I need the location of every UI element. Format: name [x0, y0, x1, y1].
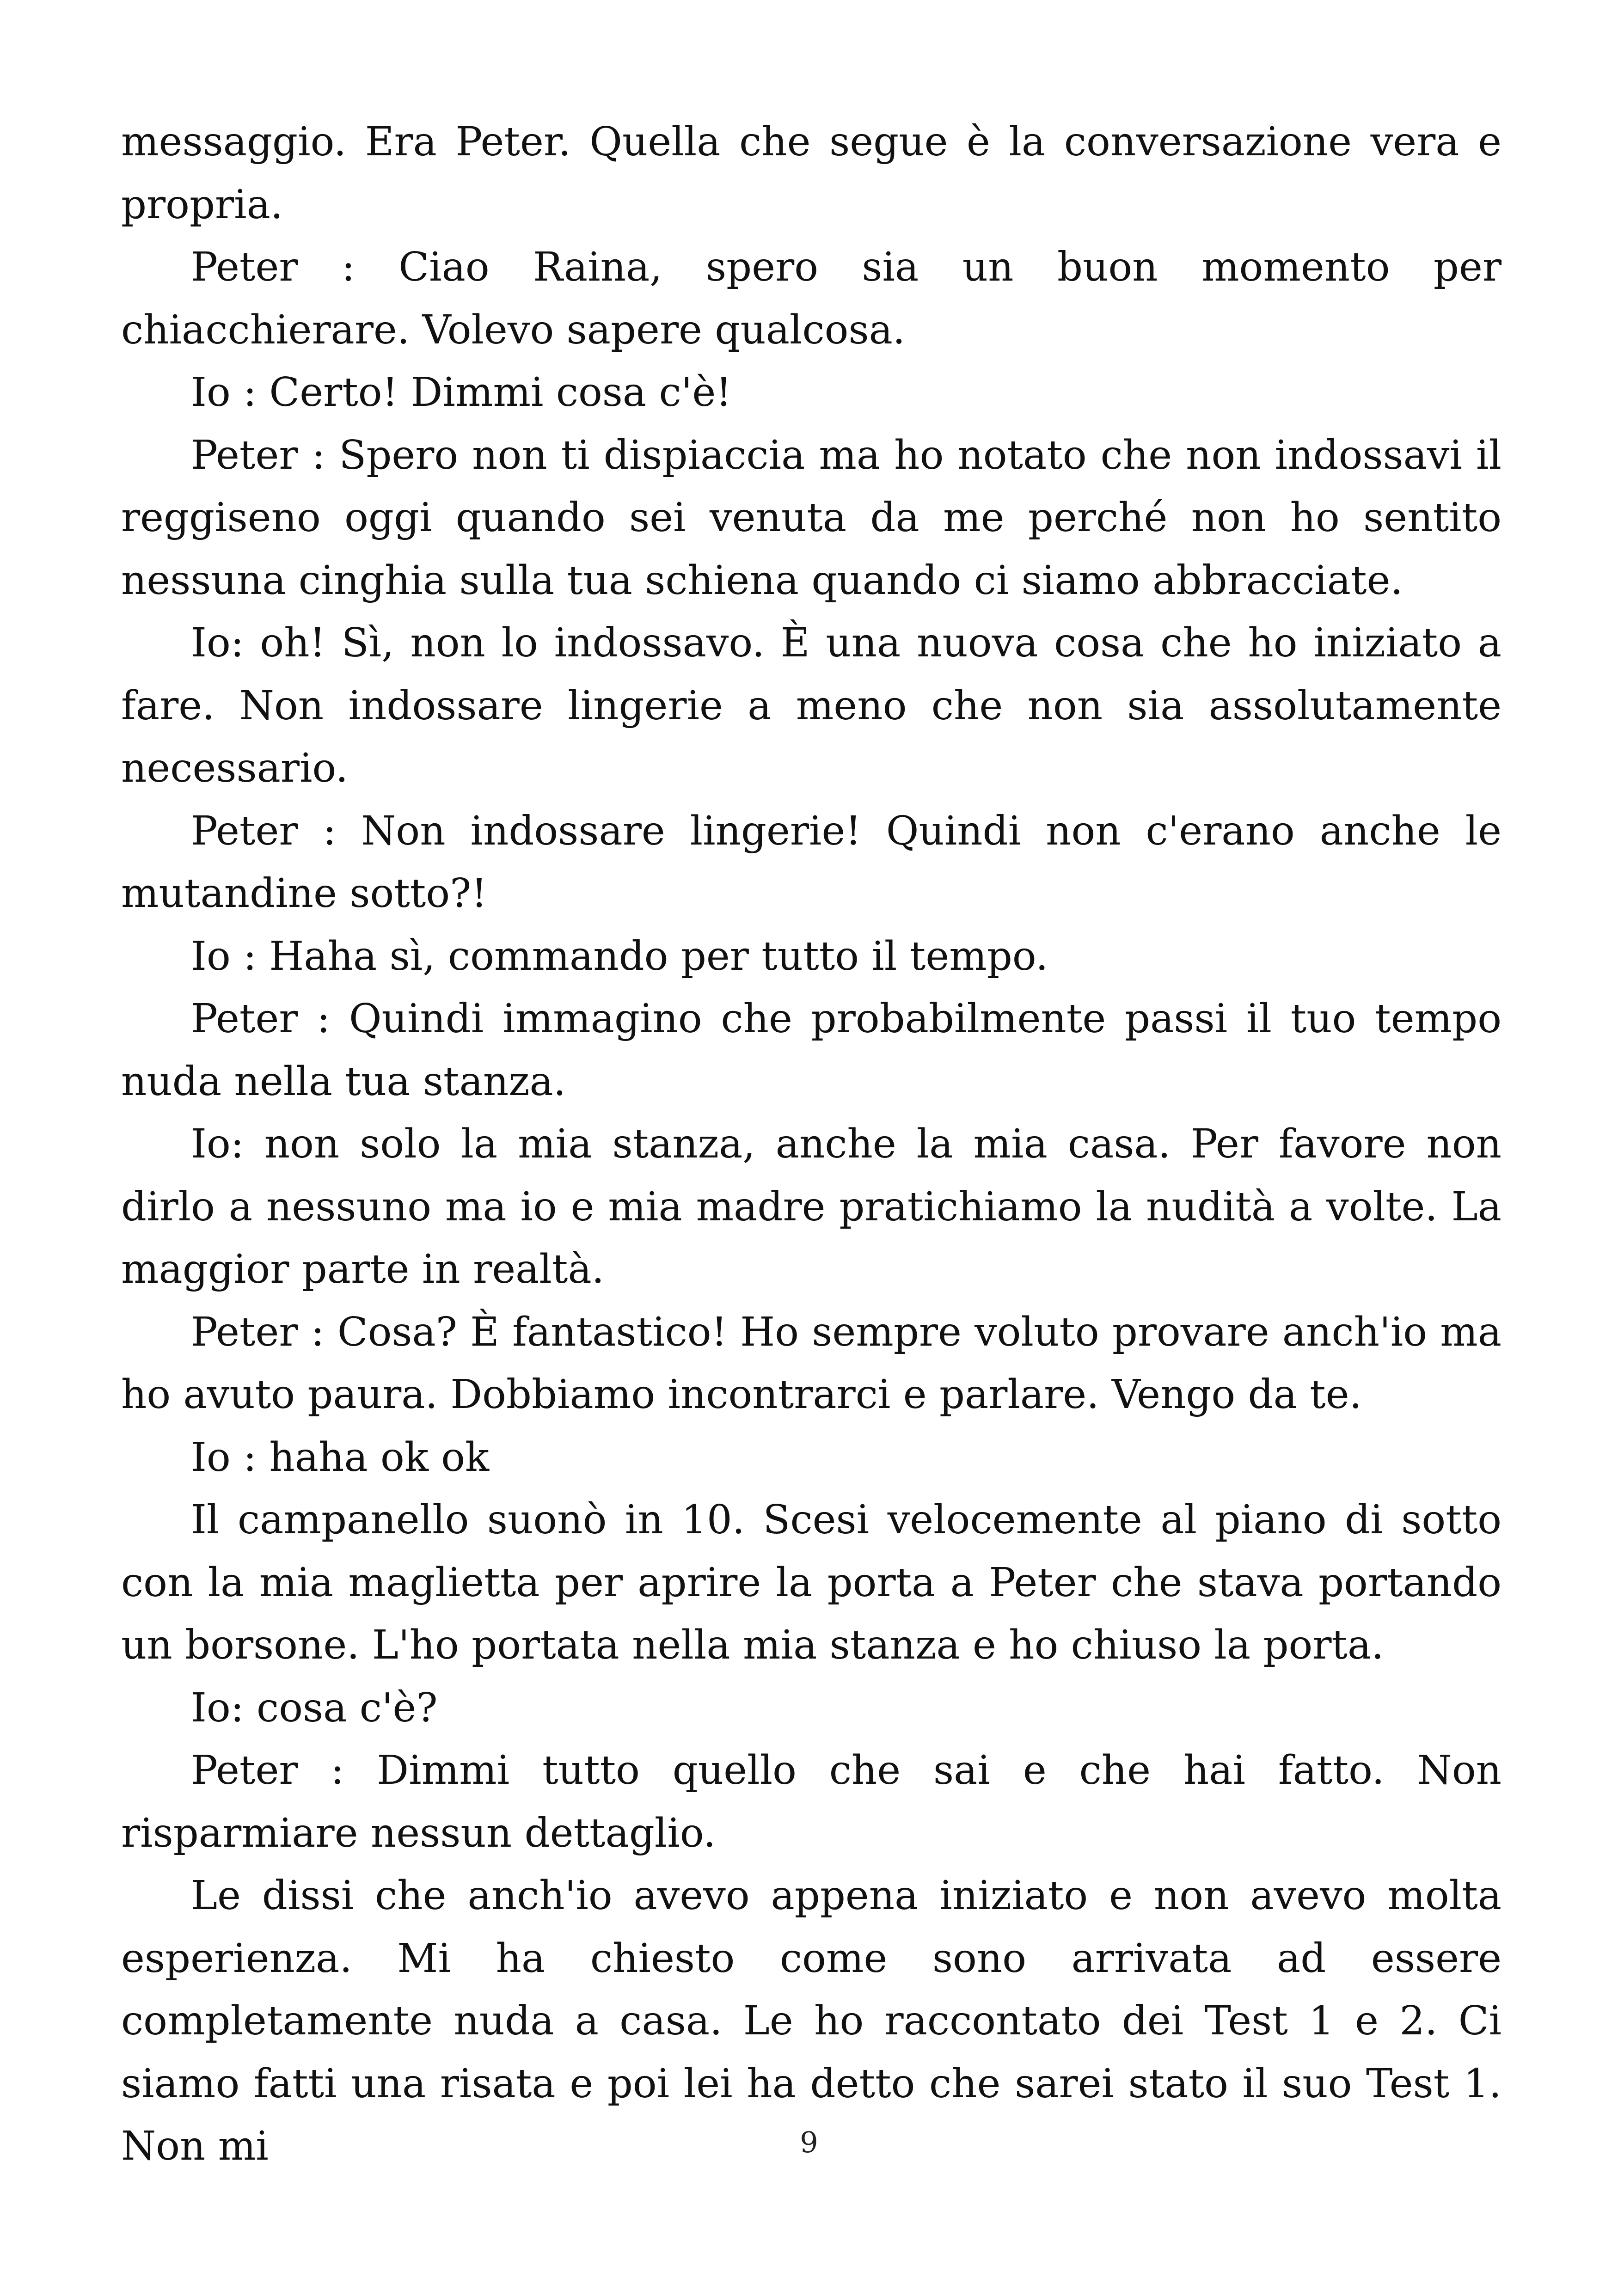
paragraph: Peter : Quindi immagino che probabilmente passi il tuo tempo nuda nella tua stanza.	[121, 996, 1502, 1105]
paragraph: Peter : Dimmi tutto quello che sai e che hai fatto. Non risparmiare nessun dettaglio.	[121, 1747, 1502, 1856]
paragraph: Io: oh! Sì, non lo indossavo. È una nuova cosa che ho iniziato a fare. Non indossare lingerie a meno che non sia assolutamente necessario.	[121, 620, 1502, 791]
paragraph: Le dissi che anch'io avevo appena iniziato e non avevo molta esperienza. Mi ha chiesto come sono arrivata ad essere completamente nuda a casa. Le ho raccontato dei Test 1 e 2. Ci siamo fatti una risata e poi lei ha detto che sarei stato il suo Test 1. Non mi	[121, 1873, 1502, 2169]
paragraph: Io : Certo! Dimmi cosa c'è!	[191, 369, 732, 416]
paragraph: Peter : Non indossare lingerie! Quindi non c'erano anche le mutandine sotto?!	[121, 808, 1502, 917]
page-number: 9	[800, 2125, 818, 2159]
body-text	[121, 111, 1502, 2178]
paragraph: Il campanello suonò in 10. Scesi velocemente al piano di sotto con la mia maglietta per aprire la porta a Peter che stava portando un borsone. L'ho portata nella mia stanza e ho chiuso la porta.	[121, 1497, 1502, 1668]
paragraph: Io : haha ok ok	[191, 1434, 490, 1481]
paragraph-continuation: messaggio. Era Peter. Quella che segue è la conversazione vera e propria.	[121, 119, 1502, 228]
paragraph: Io: cosa c'è?	[191, 1684, 438, 1731]
paragraph: Peter : Spero non ti dispiaccia ma ho notato che non indossavi il reggiseno oggi quando sei venuta da me perché non ho sentito nessuna cinghia sulla tua schiena quando ci siamo abbracciate.	[121, 432, 1502, 604]
paragraph: Io: non solo la mia stanza, anche la mia casa. Per favore non dirlo a nessuno ma io e mia madre pratichiamo la nudità a volte. La maggior parte in realtà.	[121, 1121, 1502, 1292]
paragraph: Peter : Cosa? È fantastico! Ho sempre voluto provare anch'io ma ho avuto paura. Dobbiamo incontrarci e parlare. Vengo da te.	[121, 1309, 1502, 1418]
paragraph: Peter : Ciao Raina, spero sia un buon momento per chiacchierare. Volevo sapere qualcosa.	[121, 244, 1502, 353]
paragraph: Io : Haha sì, commando per tutto il tempo.	[191, 933, 1048, 980]
